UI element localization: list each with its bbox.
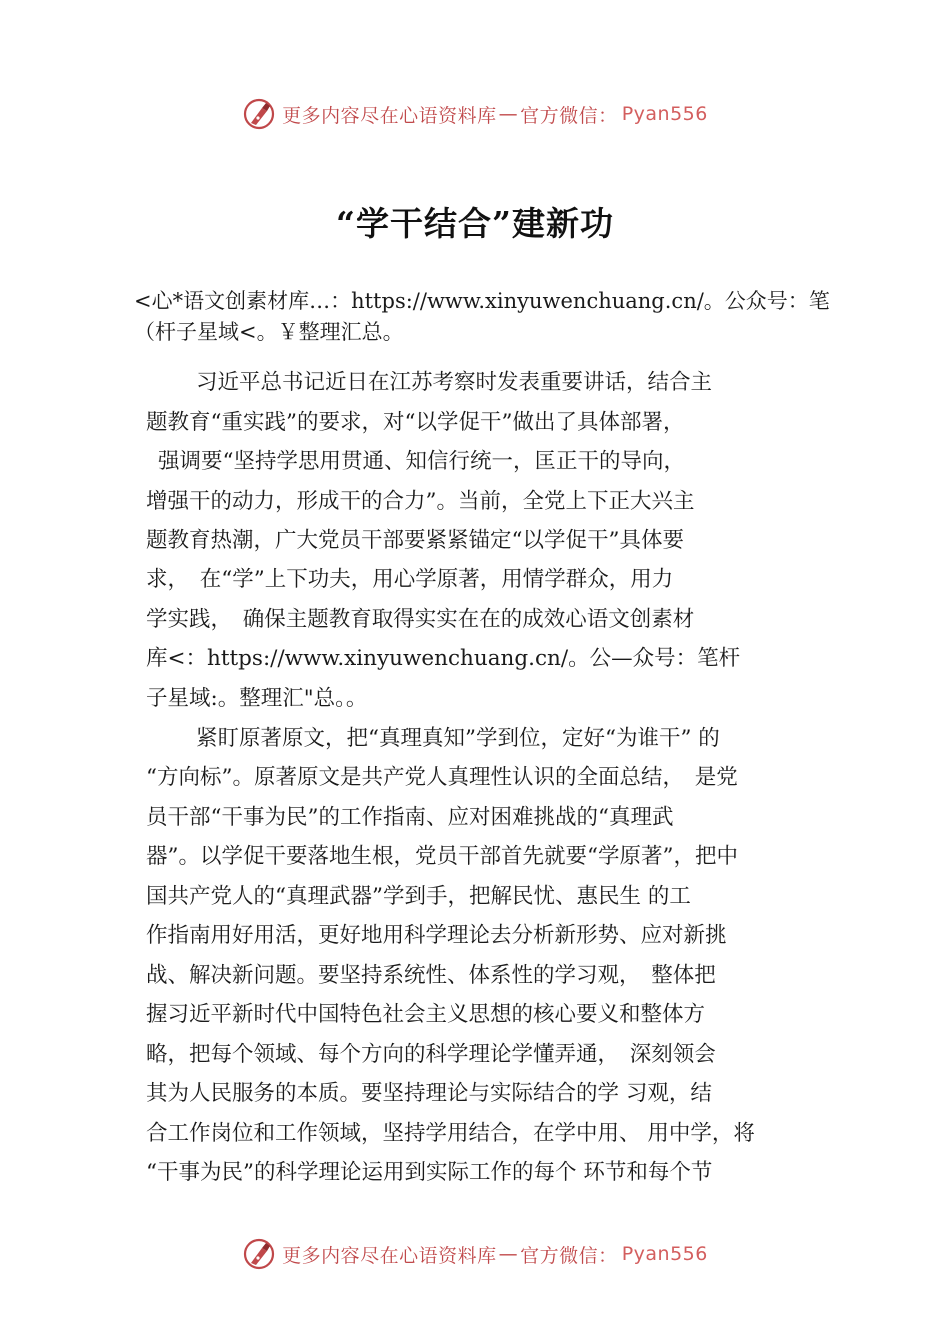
paragraph-line: 学实践， 确保主题教育取得实实在在的成效心语文创素材 xyxy=(146,607,695,632)
banner-wechat-id: Pyan556 xyxy=(621,1243,708,1265)
banner-library-text: 更多内容尽在心语资料库 xyxy=(282,104,497,127)
pen-nib-logo-icon xyxy=(242,1237,276,1271)
paragraph-line: 战、解决新问题。要坚持系统性、体系性的学习观， 整体把 xyxy=(146,963,716,988)
paragraph-line: 作指南用好用活，更好地用科学理论去分析新形势、应对新挑 xyxy=(146,923,727,948)
paragraph-line: 求， 在“学”上下功夫，用心学原著，用情学群众，用力 xyxy=(146,567,674,592)
watermark-banner-top xyxy=(0,92,950,136)
banner-library-text: 更多内容尽在心语资料库 xyxy=(282,1244,497,1267)
paragraph-line: 员干部“干事为民”的工作指南、应对困难挑战的“真理武 xyxy=(146,805,674,830)
paragraph-line: 增强干的动力，形成干的合力”。当前，全党上下正大兴主 xyxy=(146,489,695,514)
watermark-banner-bottom xyxy=(0,1232,950,1276)
paragraph-line: 合工作岗位和工作领域，坚持学用结合，在学中用、 用中学，将 xyxy=(146,1121,755,1146)
paragraph-line: 强调要“坚持学思用贯通、知信行统一，匡正干的导向， xyxy=(158,449,685,474)
paragraph-line: 其为人民服务的本质。要坚持理论与实际结合的学 习观，结 xyxy=(146,1081,712,1106)
banner-dash: — xyxy=(498,103,519,125)
banner-wechat-id: Pyan556 xyxy=(621,103,708,125)
paragraph-line: 器”。以学促干要落地生根，党员干部首先就要“学原著”，把中 xyxy=(146,844,738,869)
source-note: <心*语文创素材库…：https://www.xinyuwenchuang.cn/。公众号：笔（杆子星域<。￥整理汇总。 xyxy=(134,289,830,344)
paragraph-line: “干事为民”的科学理论运用到实际工作的每个 环节和每个节 xyxy=(146,1160,713,1185)
paragraph-line: “方向标”。原著原文是共产党人真理性认识的全面总结， 是党 xyxy=(146,765,738,790)
paragraph-line: 紧盯原著原文，把“真理真知”学到位，定好“为谁干” 的 xyxy=(196,726,720,751)
document-title: “学干结合”建新功 xyxy=(336,204,614,243)
paragraph-line: 子星域:。整理汇"总。。 xyxy=(146,686,368,711)
paragraph-line: 习近平总书记近日在江苏考察时发表重要讲话，结合主 xyxy=(196,370,713,395)
banner-dash: — xyxy=(498,1243,519,1265)
pen-nib-logo-icon xyxy=(242,97,276,131)
paragraph-line: 握习近平新时代中国特色社会主义思想的核心要义和整体方 xyxy=(146,1002,706,1027)
paragraph-line: 题教育“重实践”的要求，对“以学促干”做出了具体部署， xyxy=(146,410,685,435)
paragraph-line: 略，把每个领域、每个方向的科学理论学懂弄通， 深刻领会 xyxy=(146,1042,716,1067)
paragraph-line: 库<：https://www.xinyuwenchuang.cn/。公—众号：笔杆 xyxy=(146,646,741,671)
paragraph-line: 国共产党人的“真理武器”学到手，把解民忧、惠民生 的工 xyxy=(146,884,691,909)
banner-wechat-label: 官方微信： xyxy=(520,1244,618,1267)
paragraph-line: 题教育热潮，广大党员干部要紧紧锚定“以学促干”具体要 xyxy=(146,528,684,553)
banner-wechat-label: 官方微信： xyxy=(520,104,618,127)
